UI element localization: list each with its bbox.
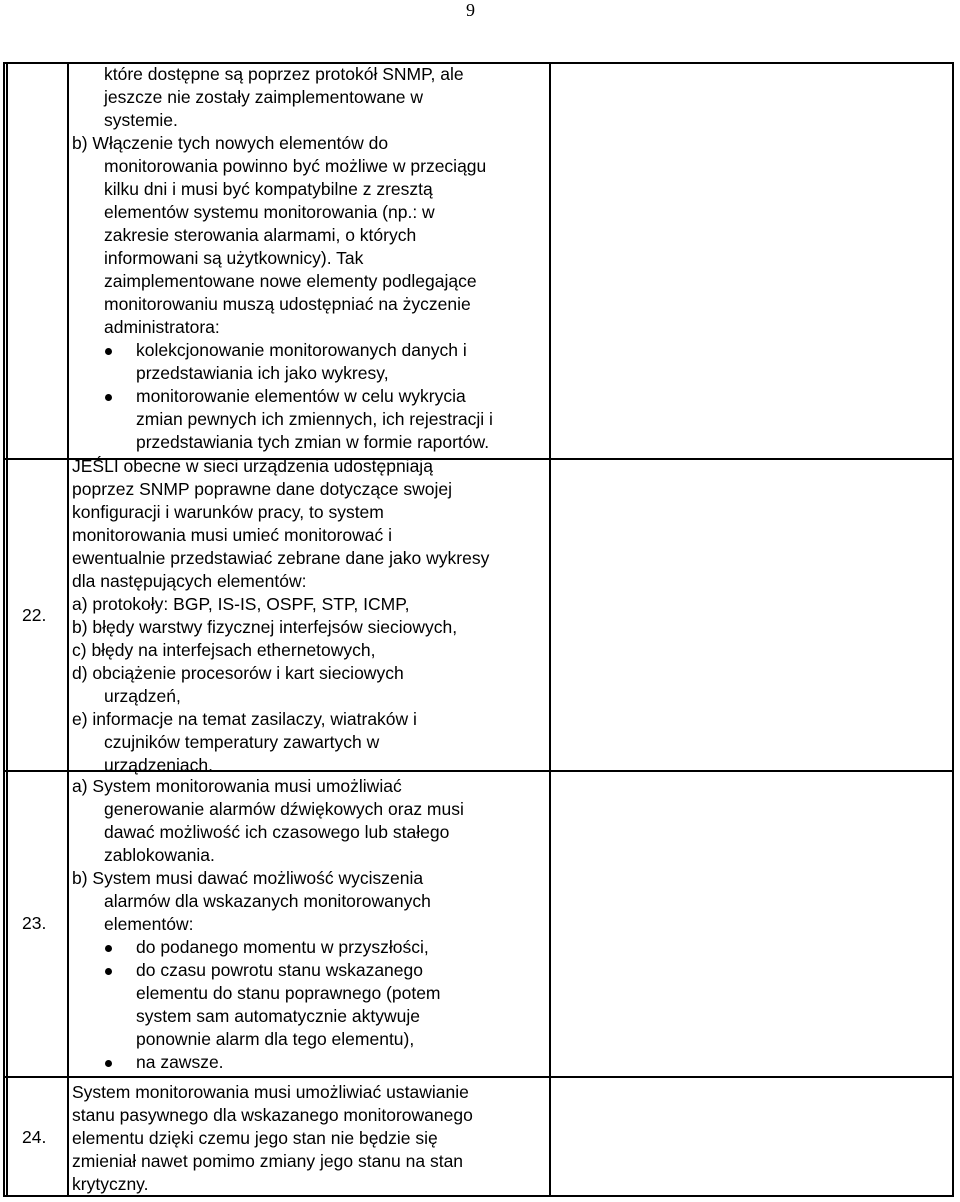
cell-text: b) błędy warstwy fizycznej interfejsów sieciowych, bbox=[72, 617, 458, 637]
page-number: 9 bbox=[466, 0, 475, 20]
column-divider bbox=[549, 64, 551, 1195]
cell-text: urządzeń, bbox=[104, 686, 181, 706]
cell-text: a) System monitorowania musi umożliwiać bbox=[72, 776, 402, 796]
cell-text: monitorowaniu muszą udostępniać na życzenie bbox=[104, 294, 471, 314]
cell-text: stanu pasywnego dla wskazanego monitorowanego bbox=[72, 1105, 473, 1125]
cell-text: przedstawiania tych zmian w formie raportów. bbox=[136, 432, 490, 452]
cell-text: zmieniał nawet pomimo zmiany jego stanu na stan bbox=[72, 1151, 464, 1171]
cell-text: monitorowanie elementów w celu wykrycia bbox=[136, 386, 466, 406]
cell-text: krytyczny. bbox=[72, 1174, 149, 1194]
cell-text: elementu dzięki czemu jego stan nie będzie się bbox=[72, 1128, 438, 1148]
cell-text: administratora: bbox=[104, 317, 220, 337]
cell-text: generowanie alarmów dźwiękowych oraz musi bbox=[104, 799, 464, 819]
cell-text: dla następujących elementów: bbox=[72, 571, 307, 591]
cell-text: które dostępne są poprzez protokół SNMP, ale bbox=[104, 64, 464, 84]
cell-text: na zawsze. bbox=[136, 1052, 224, 1072]
cell-text: kilku dni i musi być kompatybilne z zresztą bbox=[104, 179, 433, 199]
cell-text: systemie. bbox=[104, 110, 178, 130]
bullet-icon bbox=[105, 394, 112, 401]
cell-text: urządzeniach. bbox=[104, 755, 213, 775]
cell-text: jeszcze nie zostały zaimplementowane w bbox=[104, 87, 424, 107]
cell-text: zakresie sterowania alarmami, o których bbox=[104, 225, 417, 245]
cell-text: ewentualnie przedstawiać zebrane dane jako wykresy bbox=[72, 548, 490, 568]
cell-text: monitorowania musi umieć monitorować i bbox=[72, 525, 392, 545]
cell-text: informowani są użytkownicy). Tak bbox=[104, 248, 364, 268]
cell-text: alarmów dla wskazanych monitorowanych bbox=[104, 891, 431, 911]
cell-text: b) Włączenie tych nowych elementów do bbox=[72, 133, 389, 153]
cell-text: czujników temperatury zawartych w bbox=[104, 732, 380, 752]
cell-text: ponownie alarm dla tego elementu), bbox=[136, 1029, 415, 1049]
cell-text: JEŚLI obecne w sieci urządzenia udostępniają bbox=[72, 456, 433, 476]
cell-text: a) protokoły: BGP, IS-IS, OSPF, STP, ICMP, bbox=[72, 594, 410, 614]
cell-text: b) System musi dawać możliwość wyciszenia bbox=[72, 868, 424, 888]
bullet-icon bbox=[105, 968, 112, 975]
cell-text: e) informacje na temat zasilaczy, wiatraków i bbox=[72, 709, 417, 729]
cell-text: c) błędy na interfejsach ethernetowych, bbox=[72, 640, 376, 660]
cell-text: przedstawiania ich jako wykresy, bbox=[136, 363, 389, 383]
cell-text: do czasu powrotu stanu wskazanego bbox=[136, 960, 423, 980]
cell-text: konfiguracji i warunków pracy, to system bbox=[72, 502, 384, 522]
cell-text: zablokowania. bbox=[104, 845, 215, 865]
cell-text: kolekcjonowanie monitorowanych danych i bbox=[136, 340, 467, 360]
cell-text: monitorowania powinno być możliwe w przeciągu bbox=[104, 156, 487, 176]
column-divider bbox=[67, 64, 69, 1195]
cell-text: do podanego momentu w przyszłości, bbox=[136, 937, 429, 957]
cell-text: dawać możliwość ich czasowego lub stałego bbox=[104, 822, 450, 842]
row-number: 23. bbox=[22, 913, 47, 933]
bullet-icon bbox=[105, 1060, 112, 1067]
bullet-icon bbox=[105, 945, 112, 952]
cell-text: system sam automatycznie aktywuje bbox=[136, 1006, 420, 1026]
cell-text: elementów systemu monitorowania (np.: w bbox=[104, 202, 435, 222]
cell-text: zmian pewnych ich zmiennych, ich rejestracji i bbox=[136, 409, 493, 429]
cell-text: elementów: bbox=[104, 914, 194, 934]
cell-text: poprzez SNMP poprawne dane dotyczące swojej bbox=[72, 479, 453, 499]
cell-text: d) obciążenie procesorów i kart sieciowych bbox=[72, 663, 404, 683]
cell-text: zaimplementowane nowe elementy podlegające bbox=[104, 271, 477, 291]
row-number: 24. bbox=[22, 1127, 47, 1147]
cell-text: System monitorowania musi umożliwiać ustawianie bbox=[72, 1082, 469, 1102]
row-divider bbox=[5, 1076, 952, 1078]
cell-text: elementu do stanu poprawnego (potem bbox=[136, 983, 441, 1003]
table-inner-border bbox=[6, 64, 8, 1195]
bullet-icon bbox=[105, 348, 112, 355]
row-number: 22. bbox=[22, 605, 47, 625]
